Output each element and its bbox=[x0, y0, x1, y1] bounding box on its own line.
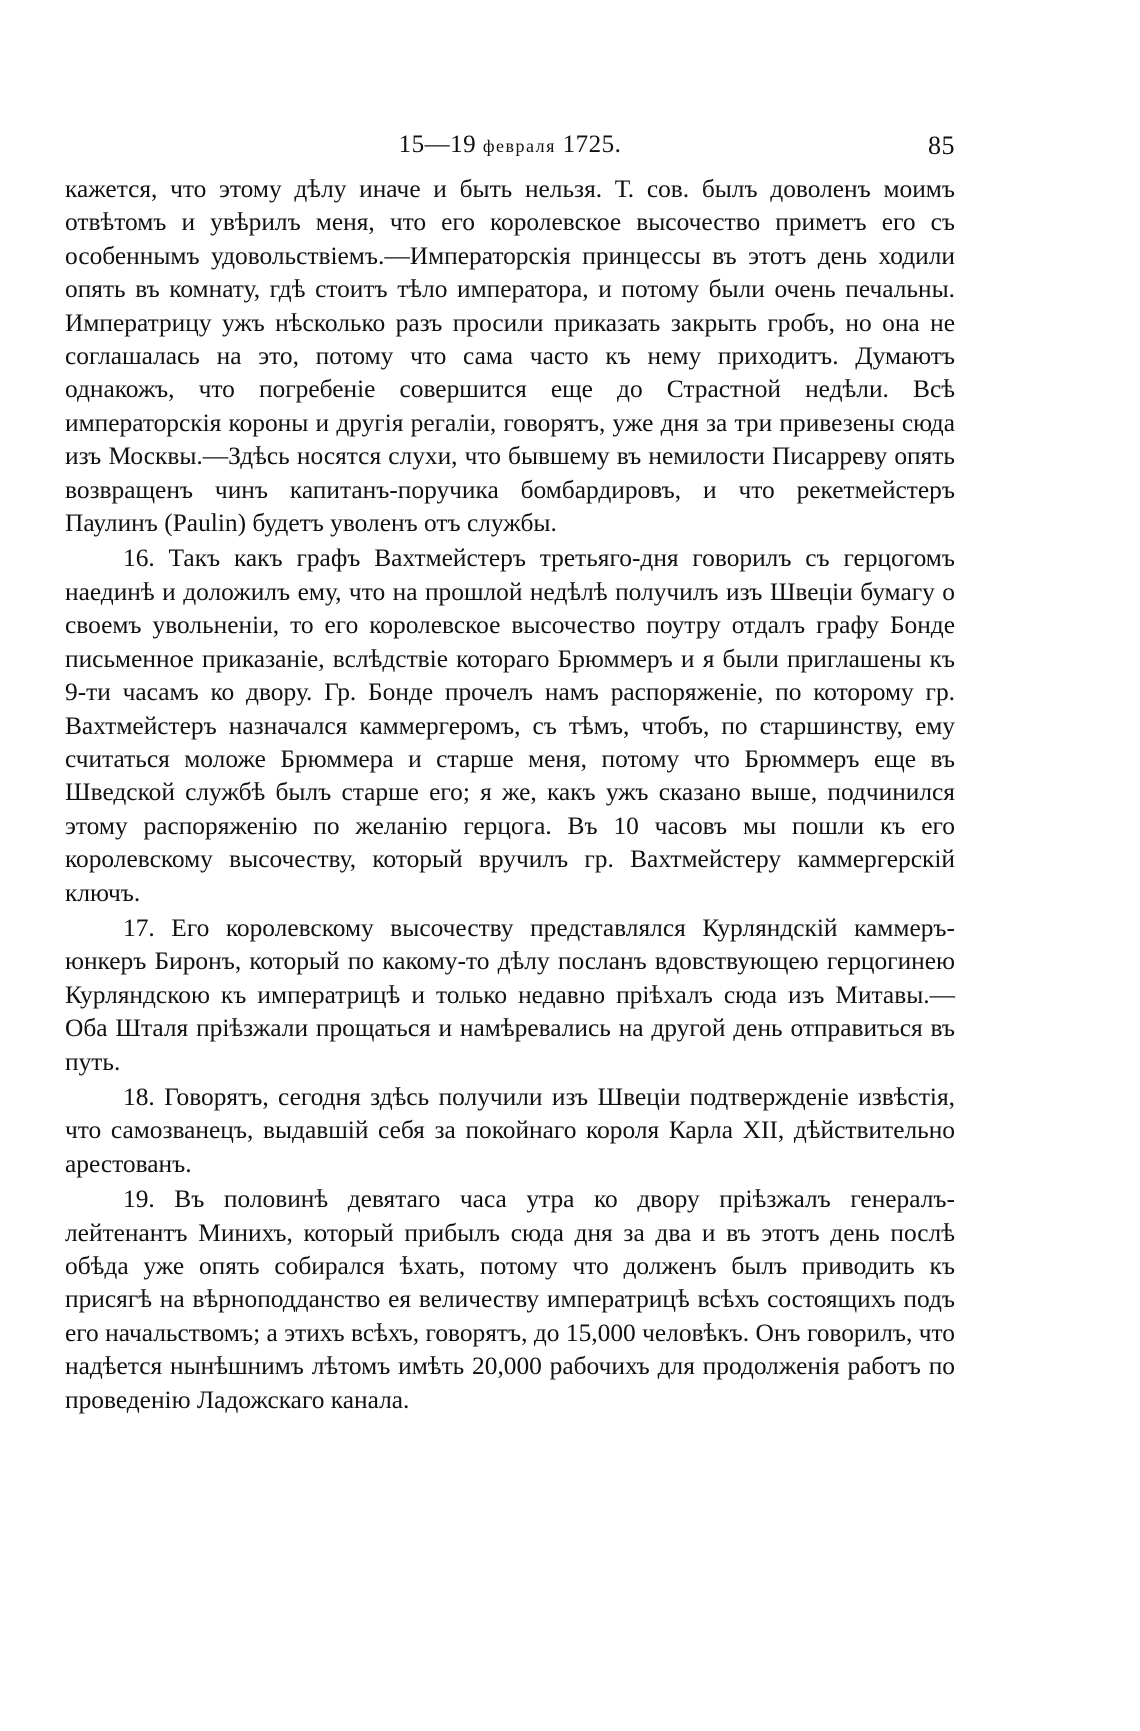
paragraph-18: 18. Говорятъ, сегодня здѣсь получили изъ Швеціи подтвержденіе извѣстія, что самозванецъ, выдавшій себя за покойнаго короля Карла XII, дѣйствительно арестованъ. bbox=[65, 1082, 955, 1178]
running-title-dates: 15—19 bbox=[398, 131, 477, 158]
page-number: 85 bbox=[928, 131, 955, 160]
running-head bbox=[65, 125, 955, 165]
paragraph-continued: кажется, что этому дѣлу иначе и быть нельзя. Т. сов. былъ доволенъ моимъ отвѣтомъ и увѣрилъ меня, что его королевское высочество приметъ его съ особеннымъ удовольствіемъ.—Императорскія принцессы въ этотъ день ходили опять въ комнату, гдѣ стоитъ тѣло императора, и потому были очень печальны. Императрицу ужъ нѣсколько разъ просили приказать закрыть гробъ, но она не соглашалась на это, потому что сама часто къ нему приходитъ. Думаютъ однакожъ, что погребеніе совершится еще до Страстной недѣли. Всѣ императорскія короны и другія регаліи, говорятъ, уже дня за три привезены сюда изъ Москвы.—Здѣсь носятся слухи, что бывшему въ немилости Писарреву опять возвращенъ чинъ капитанъ-поручика бомбардировъ, и что рекетмейстеръ Паулинъ (Paulin) будетъ уволенъ отъ службы. bbox=[65, 175, 955, 538]
paragraph-16: 16. Такъ какъ графъ Вахтмейстеръ третьяго-дня говорилъ съ герцогомъ наединѣ и доложилъ ему, что на прошлой недѣлѣ получилъ изъ Швеціи бумагу о своемъ увольненіи, то его королевское высочество поутру отдалъ графу Бонде письменное приказаніе, вслѣдствіе котораго Брюммеръ и я были приглашены къ 9-ти часамъ ко двору. Гр. Бонде прочелъ намъ распоряженіе, по которому гр. Вахтмейстеръ назначался каммергеромъ, съ тѣмъ, чтобъ, по старшинству, ему считаться моложе Брюммера и старше меня, потому что Брюммеръ еще въ Шведской службѣ былъ старше его; я же, какъ ужъ сказано выше, подчинился этому распоряженію по желанію герцога. Въ 10 часовъ мы пошли къ его королевскому высочеству, который вручилъ гр. Вахтмейстеру каммергерскій ключъ. bbox=[65, 544, 955, 907]
paragraph-19: 19. Въ половинѣ девятаго часа утра ко двору пріѣзжалъ генералъ-лейтенантъ Минихъ, который прибылъ сюда дня за два и въ этотъ день послѣ обѣда уже опять собирался ѣхать, потому что долженъ былъ приводить къ присягѣ на вѣрноподданство ея величеству императрицѣ всѣхъ состоящихъ подъ его начальствомъ; а этихъ всѣхъ, говорятъ, до 15,000 человѣкъ. Онъ говорилъ, что надѣется нынѣшнимъ лѣтомъ имѣть 20,000 рабочихъ для продолженія работъ по проведенію Ладожскаго канала. bbox=[65, 1185, 955, 1414]
body-text bbox=[65, 173, 955, 1417]
paragraph-17: 17. Его королевскому высочеству представлялся Курляндскій каммеръ-юнкеръ Биронъ, который по какому-то дѣлу посланъ вдовствующею герцогинею Курляндскою къ императрицѣ и только недавно пріѣхалъ сюда изъ Митавы.—Оба Шталя пріѣзжали прощаться и намѣревались на другой день отправиться въ путь. bbox=[65, 913, 955, 1076]
book-page bbox=[65, 125, 955, 1417]
running-title-month: февраля bbox=[482, 136, 556, 156]
running-title bbox=[65, 131, 955, 159]
running-title-year: 1725. bbox=[562, 131, 622, 158]
